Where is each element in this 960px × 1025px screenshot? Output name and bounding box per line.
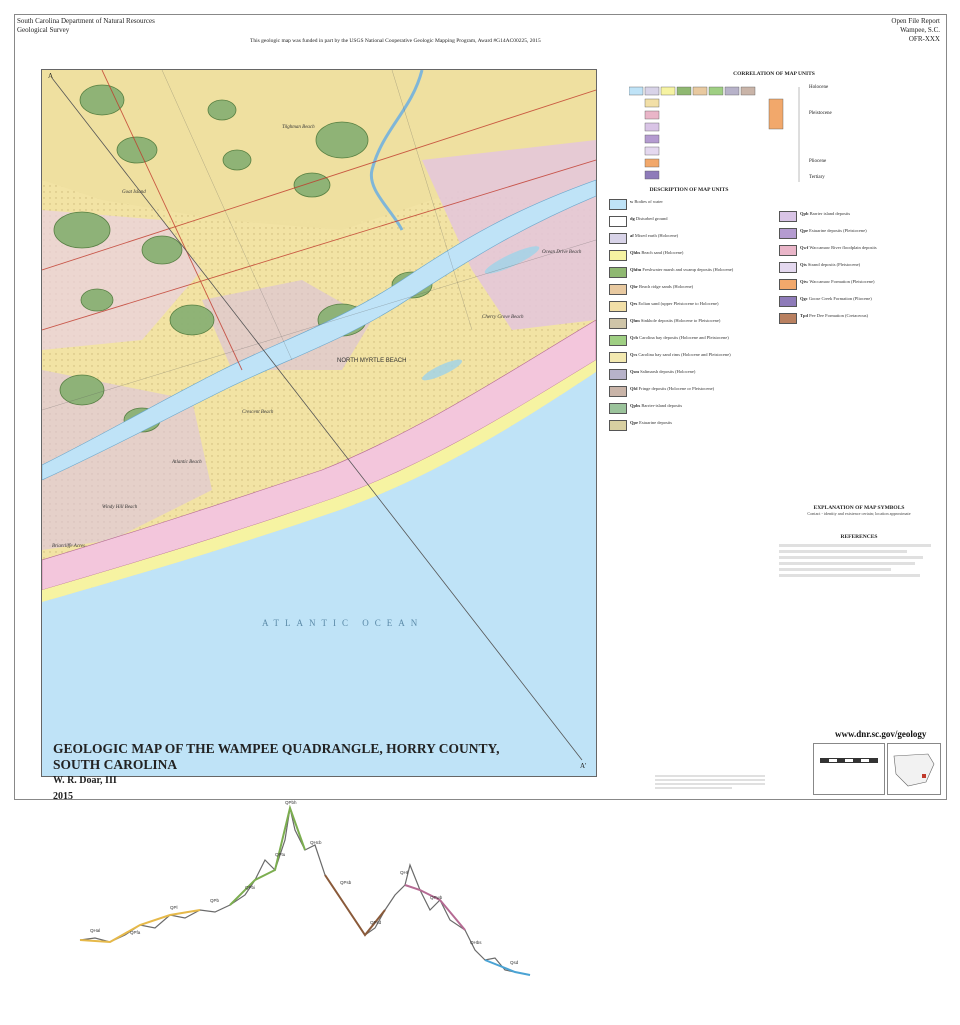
unit-code: Qes	[630, 301, 639, 306]
unit-swatch	[609, 403, 627, 414]
unit-code: Qpe	[630, 420, 640, 425]
report-type: Open File Report	[891, 17, 940, 25]
epoch-label: Pleistocene	[809, 111, 832, 116]
unit-swatch	[609, 250, 627, 261]
map-title-line2: SOUTH CAROLINA	[53, 757, 178, 772]
unit-swatch	[779, 279, 797, 290]
unit-row	[609, 420, 769, 431]
state-locator-map	[887, 743, 941, 795]
unit-name: Saltmarsh deposits (Holocene)	[640, 369, 696, 374]
unit-swatch	[779, 211, 797, 222]
map-graphic	[42, 70, 596, 776]
unit-row	[609, 284, 769, 295]
correlation-heading: CORRELATION OF MAP UNITS	[733, 71, 815, 77]
unit-swatch	[779, 245, 797, 256]
correlation-panel	[609, 71, 939, 192]
unit-name: Barrier island deposits	[809, 211, 851, 216]
unit-code: Tpd	[800, 313, 810, 318]
unit-code: w	[630, 199, 635, 204]
unit-swatch	[779, 262, 797, 273]
unit-swatch	[609, 420, 627, 431]
unit-row	[609, 386, 769, 397]
unit-name: Strand deposits (Pleistocene)	[807, 262, 861, 267]
unit-swatch	[609, 369, 627, 380]
unit-swatch	[609, 301, 627, 312]
unit-row	[779, 262, 939, 273]
description-panel-right	[779, 211, 939, 330]
unit-code: dg	[630, 216, 636, 221]
report-id: OFR-XXX	[908, 35, 940, 43]
unit-row	[779, 211, 939, 222]
unit-code: Qhfm	[630, 267, 643, 272]
section-start-label: A	[48, 72, 54, 80]
place-label: Goat Island	[122, 190, 146, 195]
section-end-label: A'	[580, 762, 587, 770]
symbols-panel	[779, 505, 939, 580]
unit-name: Barrier-island deposits	[641, 403, 683, 408]
place-label: NORTH MYRTLE BEACH	[337, 358, 407, 364]
cross-section-profile	[70, 800, 600, 1000]
epoch-label: Holocene	[809, 85, 829, 90]
profile-label: QHbs	[470, 940, 482, 945]
unit-name: Beach ridge sands (Holocene)	[639, 284, 694, 289]
epoch-label: Tertiary	[809, 175, 825, 180]
profile-label: QPsd	[370, 920, 382, 925]
agency-header	[17, 17, 155, 35]
unit-swatch	[609, 386, 627, 397]
place-label: Atlantic Beach	[172, 460, 202, 465]
geologic-map[interactable]	[41, 69, 597, 777]
unit-code: af	[630, 233, 635, 238]
unit-swatch	[609, 267, 627, 278]
profile-label: QPwb	[430, 895, 443, 900]
units-list-left	[609, 199, 769, 431]
profile-graphic	[70, 800, 600, 1000]
place-label: Windy Hill Beach	[102, 505, 138, 510]
profile-label: QHal	[90, 928, 101, 933]
unit-swatch	[609, 318, 627, 329]
unit-row	[609, 352, 769, 363]
disclaimer-text	[655, 773, 765, 791]
contact-symbol-text: Contact - identity and existence certain; location approximate	[807, 511, 911, 516]
scale-box	[813, 743, 885, 795]
unit-row	[609, 369, 769, 380]
agency-line2: Geological Survey	[17, 26, 70, 34]
place-label: Tilghman Beach	[282, 125, 315, 130]
unit-code: Qpe	[800, 228, 810, 233]
place-label: Briarcliffe Acres	[52, 544, 86, 549]
unit-name: Waccamaw Formation (Pleistocene)	[809, 279, 875, 284]
unit-code: Qcs	[630, 352, 639, 357]
unit-swatch	[609, 216, 627, 227]
unit-name: Freshwater marsh and swamp deposits (Holocene)	[642, 267, 734, 272]
unit-swatch	[609, 335, 627, 346]
unit-name: Goose Creek Formation (Pliocene)	[808, 296, 872, 301]
unit-name: Estuarine deposits (Pleistocene)	[809, 228, 867, 233]
funding-note: This geologic map was funded in part by the USGS National Cooperative Geologic Mapping Program, Award #G14AC00225, 2015	[250, 38, 541, 44]
unit-code: Qpb	[800, 211, 810, 216]
unit-swatch	[609, 352, 627, 363]
unit-name: Beach sand (Holocene)	[641, 250, 684, 255]
profile-label: QPb	[210, 898, 220, 903]
unit-code: Qcb	[630, 335, 640, 340]
unit-name: Disturbed ground	[635, 216, 668, 221]
report-header	[891, 17, 940, 44]
ocean-label: ATLANTIC OCEAN	[262, 618, 424, 628]
profile-label: QPfa	[130, 930, 141, 935]
epoch-label: Pliocene	[809, 159, 827, 164]
map-title-block	[53, 741, 499, 805]
unit-row	[779, 228, 939, 239]
profile-label: QHcb	[310, 840, 322, 845]
unit-swatch	[779, 313, 797, 324]
unit-code: Qbr	[630, 284, 640, 289]
profile-label: QPl	[170, 905, 178, 910]
profile-label: QPbi	[245, 885, 256, 890]
unit-swatch	[779, 228, 797, 239]
unit-code: Qpbs	[630, 403, 642, 408]
profile-label: Qsd	[510, 960, 519, 965]
map-title-line1: GEOLOGIC MAP OF THE WAMPEE QUADRANGLE, HORRY COUNTY,	[53, 741, 500, 756]
unit-code: Qhm	[630, 318, 641, 323]
unit-row	[609, 199, 769, 210]
unit-code: Qtw	[800, 279, 810, 284]
unit-code: Qgc	[800, 296, 809, 301]
profile-label: QHl	[400, 870, 408, 875]
unit-row	[779, 313, 939, 324]
map-sheet	[14, 14, 947, 800]
unit-code: Qwf	[800, 245, 810, 250]
unit-name: Fringe deposits (Holocene or Pleistocene)	[638, 386, 715, 391]
description-heading: DESCRIPTION OF MAP UNITS	[649, 187, 729, 193]
unit-code: Qsm	[630, 369, 641, 374]
unit-row	[609, 233, 769, 244]
unit-name: Mixed earth (Holocene)	[634, 233, 679, 238]
unit-row	[609, 250, 769, 261]
unit-row	[779, 296, 939, 307]
profile-label: QPbh	[285, 800, 297, 805]
unit-name: Bodies of water	[634, 199, 663, 204]
unit-swatch	[779, 296, 797, 307]
unit-row	[609, 335, 769, 346]
description-panel-left	[609, 187, 769, 437]
profile-label: QPsb	[340, 880, 352, 885]
unit-swatch	[609, 284, 627, 295]
unit-swatch	[609, 199, 627, 210]
unit-code: Qts	[800, 262, 808, 267]
year: 2015	[53, 791, 73, 802]
correlation-chart	[629, 77, 829, 187]
website-link[interactable]: www.dnr.sc.gov/geology	[835, 729, 927, 739]
place-label: Crescent Beach	[242, 410, 274, 415]
unit-code: Qfd	[630, 386, 639, 391]
unit-row	[609, 318, 769, 329]
unit-row	[779, 245, 939, 256]
unit-row	[779, 279, 939, 290]
author: W. R. Doar, III	[53, 775, 117, 786]
profile-label: QPtu	[275, 852, 286, 857]
place-label: Ocean Drive Beach	[542, 250, 582, 255]
unit-name: Eolian sand (upper Pleistocene to Holocene)	[638, 301, 719, 306]
unit-name: Waccamaw River floodplain deposits	[809, 245, 877, 250]
place-label: Cherry Grove Beach	[482, 315, 524, 320]
unit-name: Estuarine deposits	[639, 420, 673, 425]
unit-name: Sinkhole deposits (Holocene to Pleistocene)	[640, 318, 721, 323]
unit-row	[609, 301, 769, 312]
report-location: Wampee, S.C.	[900, 26, 940, 34]
unit-name: Carolina bay deposits (Holocene and Pleistocene)	[639, 335, 729, 340]
agency-line1: South Carolina Department of Natural Resources	[17, 17, 155, 25]
symbols-heading: EXPLANATION OF MAP SYMBOLS	[813, 505, 905, 511]
units-list-right	[779, 211, 939, 324]
unit-swatch	[609, 233, 627, 244]
unit-row	[609, 216, 769, 227]
unit-code: Qhbs	[630, 250, 642, 255]
unit-row	[609, 267, 769, 278]
unit-name: Carolina bay sand rims (Holocene and Pleistocene)	[638, 352, 731, 357]
references-heading: REFERENCES	[840, 534, 878, 541]
unit-row	[609, 403, 769, 414]
unit-name: Pee Dee Formation (Cretaceous)	[809, 313, 868, 318]
